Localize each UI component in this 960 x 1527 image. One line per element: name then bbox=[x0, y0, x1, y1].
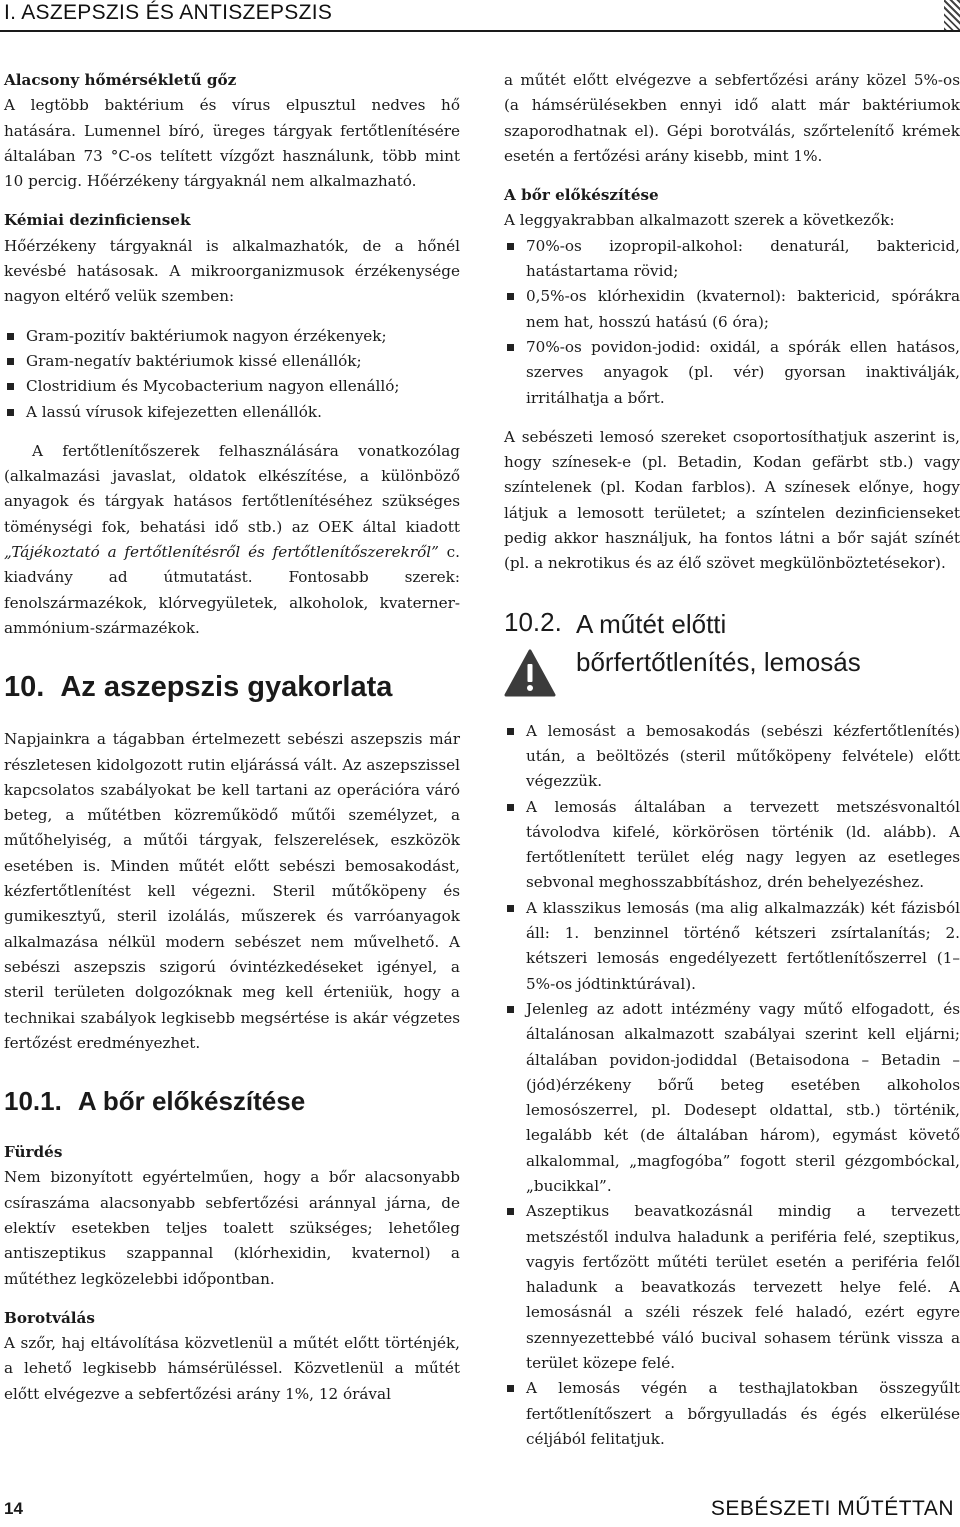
section-heading-10: 10. Az aszepszis gyakorlata bbox=[4, 671, 393, 704]
bullet-square-icon bbox=[507, 1208, 514, 1215]
list-item: Gram-pozitív baktériumok nagyon érzékenyek; bbox=[4, 324, 460, 349]
list-item: A lassú vírusok kifejezetten ellenállók. bbox=[4, 400, 460, 425]
bullet-square-icon bbox=[7, 358, 14, 365]
list-item: A lemosást a bemosakodás (sebészi kézfertőtlenítés) után, a beöltözés (steril műtőköpeny felvétele) előtt végezzük. bbox=[504, 719, 960, 795]
bullet-square-icon bbox=[507, 1006, 514, 1013]
book-title: SEBÉSZETI MŰTÉTTAN bbox=[710, 1497, 954, 1520]
bullet-square-icon bbox=[507, 344, 514, 351]
list-item: Aszeptikus beavatkozásnál mindig a tervezett metszéstől indulva haladunk a periféria felé, szeptikus, vagyis fertőzött műtéti terület esetén a periféria felől haladunk a beavatkozás tervezett helye felé. A lemosásnál a széli részek felé haladó, ezért egyre szennyezettebbé váló bucival sohasem térünk vissza a terület közepe felé. bbox=[504, 1199, 960, 1376]
paragraph-oek-guidance: A fertőtlenítőszerek felhasználására vonatkozólag (alkalmazási javaslat, oldatok elkészítése, a különböző anyagok és tárgyak hatásos fertőtlenítéséhez szükséges töménységi fok, behatási idő stb.) az OEK által kiadott „Tájékoztató a fertőtlenítésről és fertőtlenítőszerekről” c. kiadvány ad útmutatást. Fontosabb szerek: fenolszármazékok, klórvegyületek, alkoholok, kvaterner-ammónium-származékok. bbox=[4, 441, 460, 637]
corner-pattern bbox=[944, 0, 960, 30]
paragraph-wash-agents: A sebészeti lemosó szereket csoportosíthatjuk aszerint is, hogy színesek-e (pl. Betadin, Kodan gefärbt stb.) vagy színtelenek (pl. Kodan farblos). A színesek előnye, hogy látjuk a lemosott területet; a színtelen dezinficienseket pedig akkor használjuk, ha fontos látni a bőr saját színét (pl. a nekrotikus és az élő szövet megkülönböztetésekor). bbox=[504, 427, 960, 573]
list-item: A lemosás általában a tervezett metszésvonaltól távolodva kifelé, körkörösen történik (ld. alább). A fertőtlenített terület elég nagy legyen az esetleges sebvonal meghosszabbításhoz, drén behelyezéshez. bbox=[504, 795, 960, 896]
bullet-square-icon bbox=[7, 409, 14, 416]
bullet-square-icon bbox=[7, 383, 14, 390]
paragraph-shaving-continued: a műtét előtt elvégezve a sebfertőzési arány közel 5%-os (a hámsérülésekben ennyi idő alatt már baktériumok szaporodhatnak el). Gépi borotválás, szőrtelenítő krémek esetén a fertőzési arány kisebb, mint 1%. bbox=[504, 71, 960, 165]
list-item: Jelenleg az adott intézmény vagy műtő elfogadott, és általánosan alkalmazott szabályai szerint kell eljárni; általában povidon-jodiddal (Betaisodona – Betadin – (jód)érzékeny bőrű beteg esetében alkoholos lemosószerrel, pl. Dodesept oldattal, stb.) történik, legalább két (de általában három), egymást követő alkalommal, „magfogóba” fogott steril gézgombóckal, „bucikkal”. bbox=[504, 997, 960, 1199]
paragraph-bathing: Nem bizonyított egyértelműen, hogy a bőr alacsonyabb csíraszáma alacsonyabb sebfertőzési aránnyal járna, de elektív esetekben teljes toalett szükséges; lehetőleg antiszeptikus szappannal (klórhexidin, kvaternol) a műtéthez legközelebbi időpontban. bbox=[4, 1168, 460, 1288]
publication-title: „Tájékoztató a fertőtlenítésről és fertőtlenítőszerekről” bbox=[4, 543, 439, 562]
list-item: Clostridium és Mycobacterium nagyon ellenálló; bbox=[4, 374, 460, 399]
right-column bbox=[504, 68, 960, 1452]
list-item: A lemosás végén a testhajlatokban összegyűlt fertőtlenítőszert a bőrgyulladás és égés elkerülése céljából felitatjuk. bbox=[504, 1376, 960, 1452]
list-item: 0,5%-os klórhexidin (kvaternol): baktericid, spórákra nem hat, hosszú hatású (6 óra); bbox=[504, 284, 960, 335]
chapter-title: I. ASZEPSZIS ÉS ANTISZEPSZIS bbox=[4, 1, 333, 24]
section-heading-10-1: 10.1. A bőr előkészítése bbox=[4, 1086, 306, 1117]
list-item: 70%-os povidon-jodid: oxidál, a spórák ellen hatásos, szerves anyagok (pl. vér) gyorsan inaktiválják, irritálhatja a bőrt. bbox=[504, 335, 960, 411]
subhead-low-temp-steam: Alacsony hőmérsékletű gőz bbox=[4, 71, 237, 89]
section-heading-10-2: 10.2. A műtét előtti bőrfertőtlenítés, lemosás bbox=[504, 605, 960, 705]
list-item: A klasszikus lemosás (ma alig alkalmazzák) két fázisból áll: 1. benzinnel történő kétszeri zsírtalanítás; 2. kétszeri lemosás engedélyezett fertőtlenítőszerrel (1–5%-os jódtinktúrával). bbox=[504, 896, 960, 997]
paragraph-low-temp-steam: A legtöbb baktérium és vírus elpusztul nedves hő hatására. Lumennel bíró, üreges tárgyak fertőtlenítésére általában 73 °C-os telített vízgőzt használunk, több mint 10 percig. Hőérzékeny tárgyaknál nem alkalmazható. bbox=[4, 96, 460, 191]
subhead-skin-preparation: A bőr előkészítése bbox=[504, 186, 659, 205]
paragraph-agents-intro: A leggyakrabban alkalmazott szerek a következők: bbox=[504, 211, 895, 230]
bullet-square-icon bbox=[507, 804, 514, 811]
agents-list bbox=[504, 234, 960, 411]
bullet-square-icon bbox=[507, 905, 514, 912]
washing-steps-list bbox=[504, 719, 960, 1453]
bullet-square-icon bbox=[507, 728, 514, 735]
sensitivity-list bbox=[4, 324, 460, 425]
subhead-chemical-disinfectants: Kémiai dezinficiensek bbox=[4, 211, 191, 230]
header-band bbox=[0, 0, 960, 32]
left-column bbox=[4, 68, 460, 1407]
paragraph-asepsis-practice: Napjainkra a tágabban értelmezett sebészi aszepszis már részletesen kidolgozott rutin eljárássá vált. Az aszepszissel kapcsolatos szabályokat be kell tartani az operációra váró beteg, a műtétben közreműködő műtői személyzet, a műtőhelyiség, a műtői tárgyak, felszerelések, eszközök esetében is. Minden műtét előtt sebészi bemosakodást, kézfertőtlenítést kell végezni. Steril műtőköpeny és gumikesztyű, steril izolálás, műszerek és varróanyagok alkalmazása nélkül modern sebészet nem művelhető. A sebészi aszepszis szigorú óvintézkedéseket igényel, a steril területen dolgozóknak meg kell érteniük, hogy a technikai szabályok legkisebb megsértése is akár végzetes fertőzést eredményezhet. bbox=[4, 730, 460, 1052]
bullet-square-icon bbox=[507, 1385, 514, 1392]
subhead-shaving: Borotválás bbox=[4, 1308, 95, 1327]
list-item: Gram-negatív baktériumok kissé ellenállók; bbox=[4, 349, 460, 374]
paragraph-chemical-disinfectants: Hőérzékeny tárgyaknál is alkalmazhatók, de a hőnél kevésbé hatásosak. A mikroorganizmusok érzékenysége nagyon eltérő velük szemben: bbox=[4, 236, 460, 306]
bullet-square-icon bbox=[7, 333, 14, 340]
warning-icon bbox=[504, 649, 556, 697]
subhead-bathing: Fürdés bbox=[4, 1143, 63, 1162]
bullet-square-icon bbox=[507, 293, 514, 300]
bullet-square-icon bbox=[507, 243, 514, 250]
list-item: 70%-os izopropil-alkohol: denaturál, baktericid, hatástartama rövid; bbox=[504, 234, 960, 285]
paragraph-shaving: A szőr, haj eltávolítása közvetlenül a műtét előtt történjék, a lehető legkisebb hámsérüléssel. Közvetlenül a műtét előtt elvégezve a sebfertőzési arány 1%, 12 órával bbox=[4, 1334, 460, 1403]
page-number: 14 bbox=[4, 1499, 23, 1518]
